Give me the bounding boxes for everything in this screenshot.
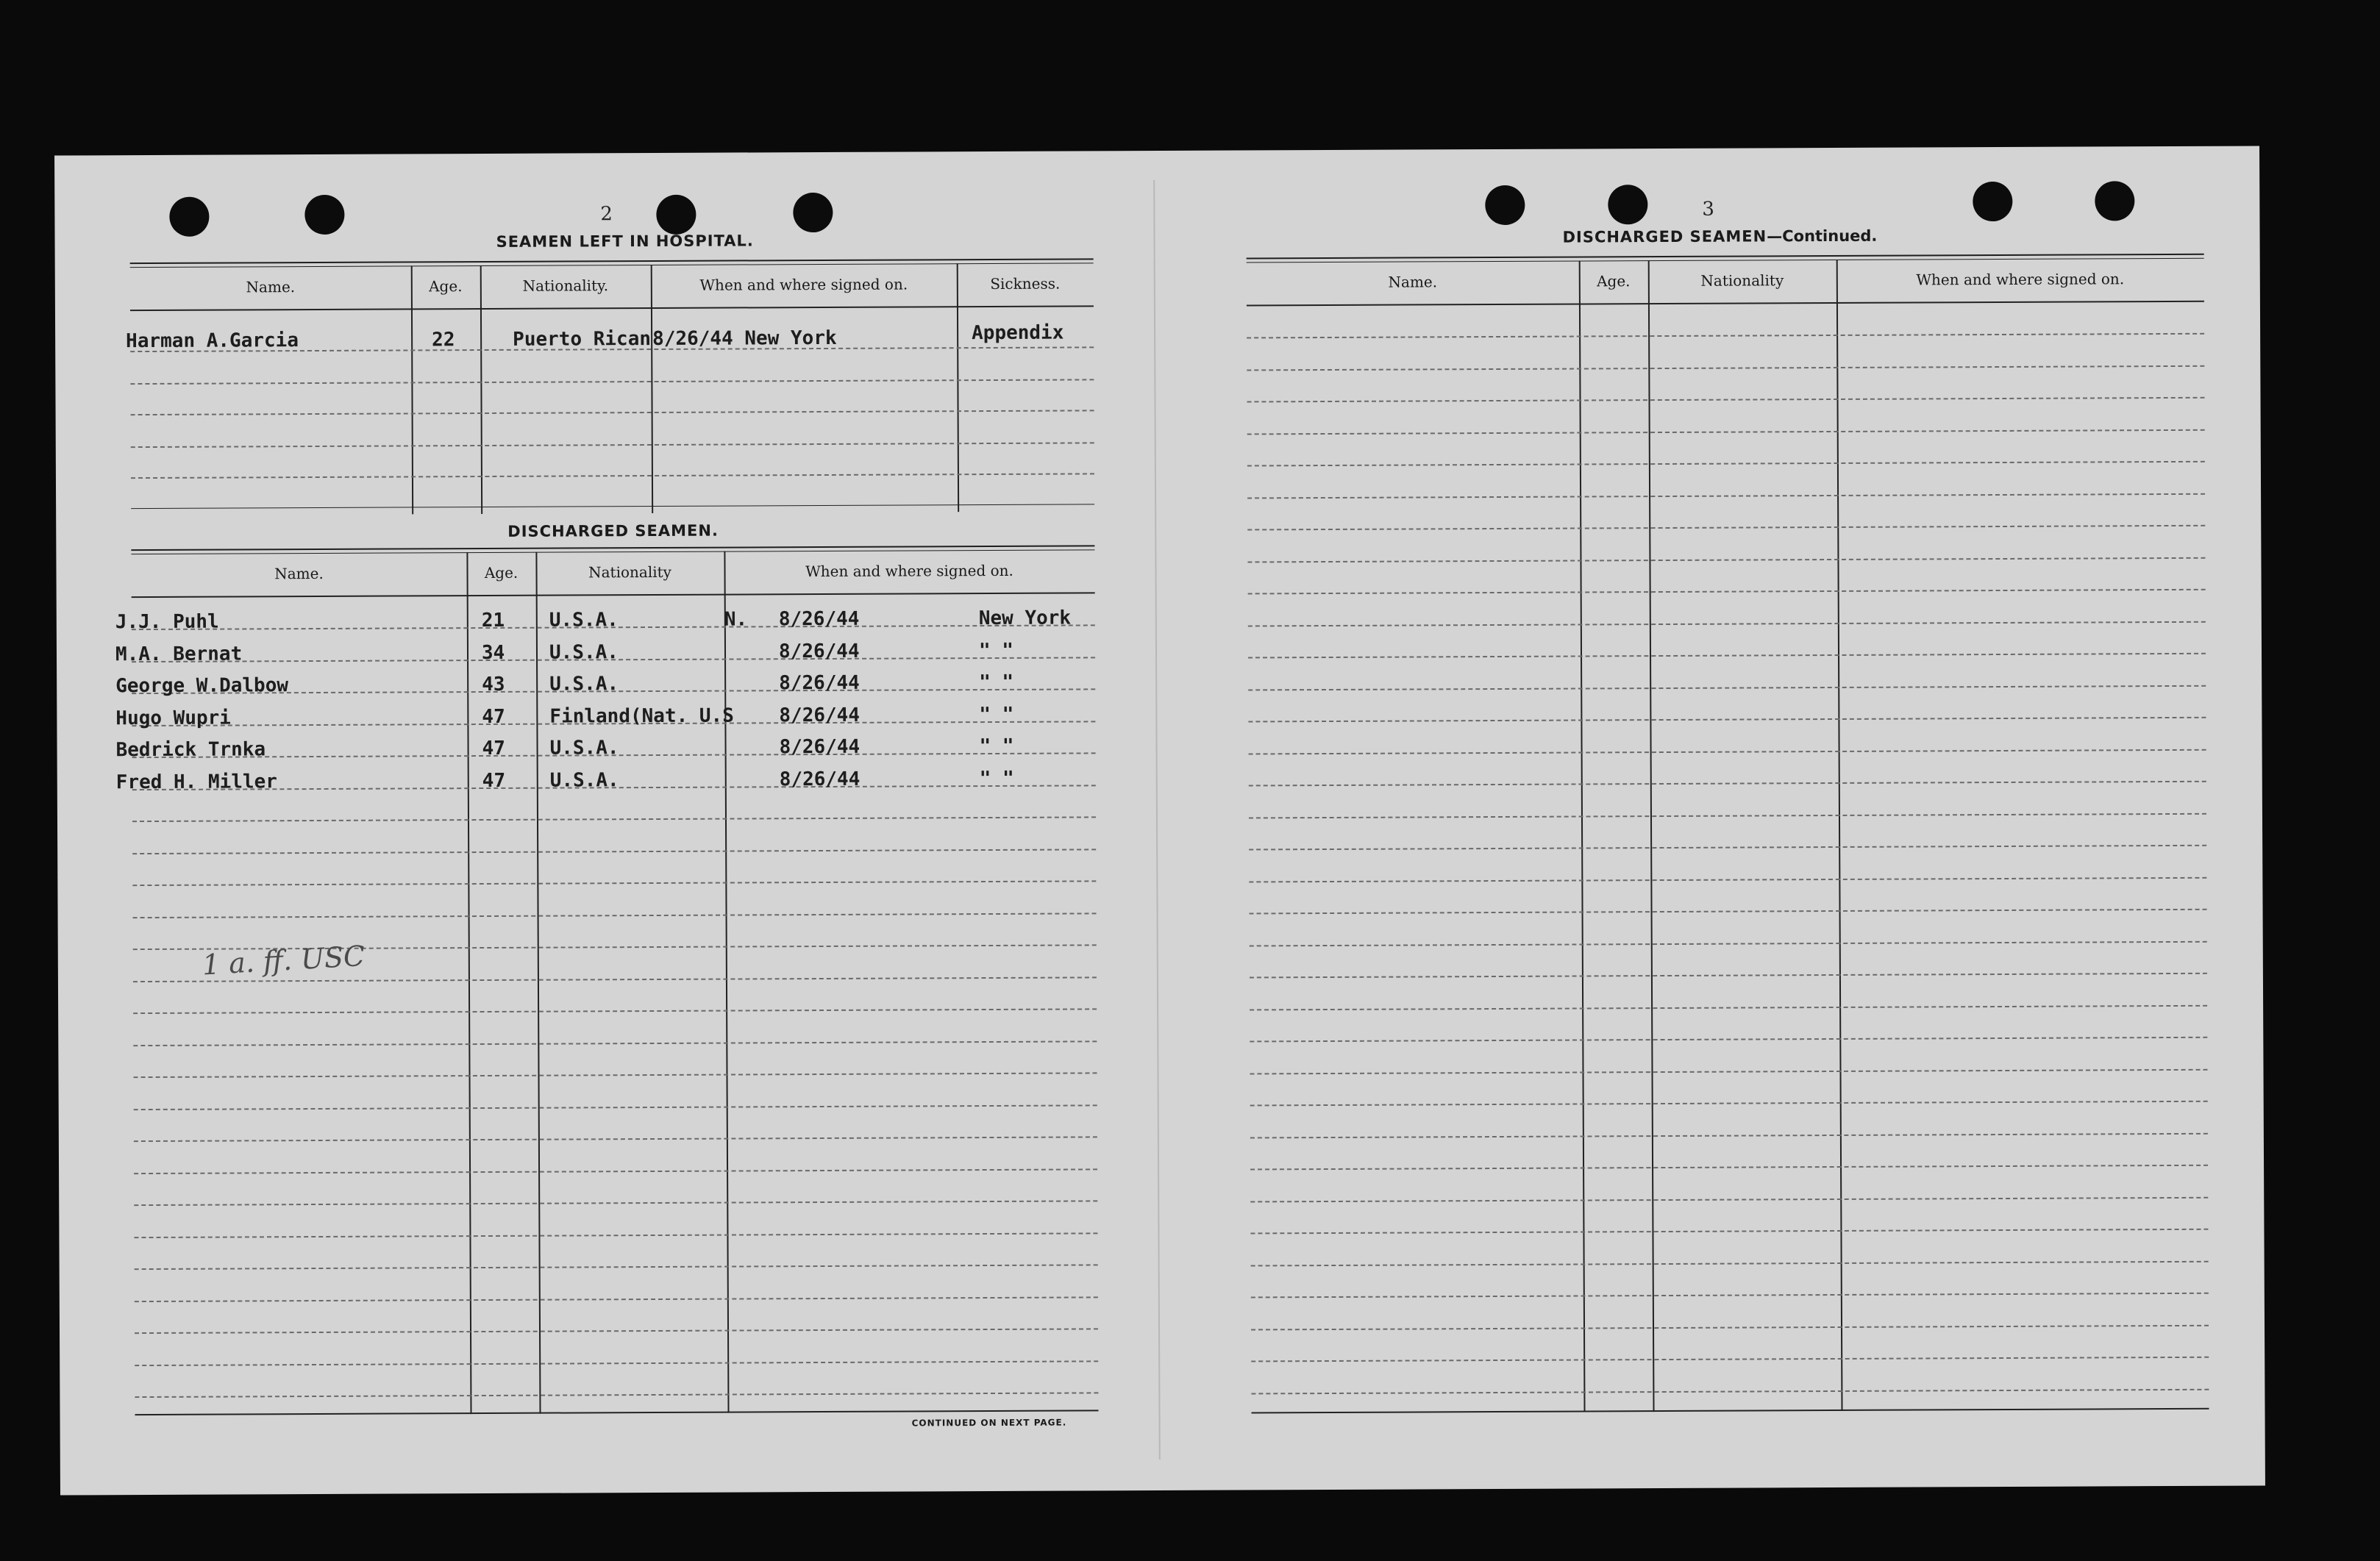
seaman-age: 21 xyxy=(481,609,505,632)
ruling-line xyxy=(1250,1197,2208,1203)
ruling-line xyxy=(1251,1293,2209,1299)
ruling-line xyxy=(1249,845,2206,851)
signed-on-date: 8/26/44 xyxy=(779,735,861,759)
hospital-title: SEAMEN LEFT IN HOSPITAL. xyxy=(496,232,754,251)
seaman-name: M.A. Bernat xyxy=(115,643,243,666)
ruling-line xyxy=(132,849,1096,854)
ruling-line xyxy=(134,1104,1097,1110)
punch-hole xyxy=(1973,182,2012,221)
col-signed-on: When and where signed on. xyxy=(699,275,908,294)
signed-on-place: " " xyxy=(979,767,1014,790)
ruling-line xyxy=(1251,1325,2209,1331)
punch-hole xyxy=(793,193,833,232)
ruling-line xyxy=(1250,973,2207,979)
handwritten-note: 1 a. ff. USC xyxy=(201,939,366,982)
ruling-line xyxy=(135,1264,1098,1270)
hospital-signed-on: 8/26/44 New York xyxy=(652,326,837,351)
ruling-line xyxy=(1251,1389,2209,1395)
ruling-line xyxy=(133,912,1097,918)
signed-on-place: " " xyxy=(979,671,1014,694)
hospital-name: Harman A.Garcia xyxy=(126,329,299,353)
signed-on-date: 8/26/44 xyxy=(779,704,861,727)
seaman-name: George W.Dalbow xyxy=(115,674,289,698)
col-sickness: Sickness. xyxy=(990,274,1061,293)
ruling-line xyxy=(1249,749,2206,755)
signed-on-place: " " xyxy=(979,703,1014,726)
punch-hole xyxy=(1608,185,1647,224)
col-signed-on: When and where signed on. xyxy=(805,561,1013,581)
col-signed-on: When and where signed on. xyxy=(1916,270,2125,289)
col-name: Name. xyxy=(246,278,296,296)
ruling-line xyxy=(1250,1037,2207,1043)
seaman-age: 47 xyxy=(482,769,506,793)
ruling-line xyxy=(1247,557,2205,563)
ruling-line xyxy=(132,816,1096,822)
seaman-nationality: U.S.A. xyxy=(549,609,619,632)
ruling-line xyxy=(134,1072,1097,1078)
hospital-table xyxy=(126,258,1094,515)
ruling-line xyxy=(134,1200,1097,1206)
ruling-line xyxy=(1250,909,2207,915)
signed-on-place: New York xyxy=(978,607,1072,630)
ruling-line xyxy=(133,1008,1097,1014)
ruling-line xyxy=(133,976,1097,982)
ruling-line xyxy=(1250,1101,2208,1107)
seaman-nationality: U.S.A. xyxy=(549,673,619,696)
page-fold xyxy=(1153,180,1161,1460)
hospital-nationality: Puerto Rican xyxy=(513,328,652,351)
seaman-name: Bedrick Trnka xyxy=(115,738,266,762)
page-number-right: 3 xyxy=(1702,198,1714,221)
ruling-line xyxy=(1247,461,2205,467)
punch-hole xyxy=(1485,185,1525,225)
seaman-age: 34 xyxy=(481,641,505,665)
ruling-line xyxy=(134,1168,1097,1174)
ruling-line xyxy=(1250,1133,2208,1139)
ruling-line xyxy=(133,1040,1097,1046)
ruling-line xyxy=(1248,717,2206,723)
ruling-line xyxy=(1250,1229,2208,1235)
ruling-line xyxy=(1248,621,2206,627)
ruling-line xyxy=(1250,1005,2207,1011)
seaman-name: J.J. Puhl xyxy=(115,610,219,634)
ruling-line xyxy=(1249,781,2206,787)
discharged-continued-table xyxy=(1247,254,2209,1417)
col-nationality: Nationality xyxy=(588,562,671,582)
signed-on-place: " " xyxy=(978,639,1014,662)
ruling-line xyxy=(1247,333,2204,339)
signed-on-place: " " xyxy=(979,735,1014,758)
ruling-line xyxy=(1249,877,2206,883)
col-nationality: Nationality. xyxy=(522,276,609,295)
col-name: Name. xyxy=(1388,273,1438,291)
ruling-line xyxy=(135,1360,1098,1366)
ruling-line xyxy=(134,1136,1097,1142)
seaman-name: Hugo Wupri xyxy=(115,707,231,730)
page-number-left: 2 xyxy=(600,203,613,226)
discharged-continued-title: DISCHARGED SEAMEN—Continued. xyxy=(1562,226,1878,246)
ruling-line xyxy=(1250,941,2207,947)
seaman-nationality: Finland(Nat. U.S xyxy=(549,704,734,728)
punch-hole xyxy=(2095,181,2134,221)
signed-on-date: 8/26/44 xyxy=(778,607,860,631)
signed-on-date: 8/26/44 xyxy=(779,768,861,791)
punch-hole xyxy=(304,195,344,235)
ruling-line xyxy=(135,1328,1098,1334)
ruling-line xyxy=(1247,429,2205,435)
seaman-age: 47 xyxy=(482,705,505,729)
seaman-age: 47 xyxy=(482,737,505,760)
ruling-line xyxy=(1249,813,2206,819)
ruling-line xyxy=(1248,685,2206,691)
ruling-line xyxy=(1248,653,2206,659)
ruling-line xyxy=(1247,525,2205,531)
ledger-sheet xyxy=(54,146,2265,1495)
ruling-line xyxy=(135,1392,1098,1398)
ruling-line xyxy=(1251,1357,2209,1362)
discharged-title: DISCHARGED SEAMEN. xyxy=(507,521,719,540)
ruling-line xyxy=(1247,397,2205,403)
ruling-line xyxy=(1247,365,2204,371)
signed-on-mark: N. xyxy=(724,608,748,631)
ruling-line xyxy=(1250,1069,2207,1075)
col-age: Age. xyxy=(484,563,519,582)
punch-hole xyxy=(656,195,696,235)
continued-footer: CONTINUED ON NEXT PAGE. xyxy=(911,1417,1067,1429)
col-nationality: Nationality xyxy=(1700,271,1784,290)
hospital-age: 22 xyxy=(432,329,455,351)
seaman-age: 43 xyxy=(482,673,505,696)
ruling-line xyxy=(1250,1165,2208,1171)
ruling-line xyxy=(135,1296,1098,1302)
ruling-line xyxy=(1251,1261,2209,1267)
ruling-line xyxy=(1248,589,2206,595)
ruling-line xyxy=(134,1232,1097,1238)
hospital-sickness: Appendix xyxy=(972,321,1064,345)
col-age: Age. xyxy=(1597,272,1631,290)
signed-on-date: 8/26/44 xyxy=(778,640,860,663)
ruling-line xyxy=(132,880,1096,886)
ruling-line xyxy=(1247,493,2205,499)
col-age: Age. xyxy=(429,277,463,296)
punch-hole xyxy=(169,197,209,237)
seaman-name: Fred H. Miller xyxy=(115,771,277,794)
seaman-nationality: U.S.A. xyxy=(549,641,619,664)
seaman-nationality: U.S.A. xyxy=(549,769,619,792)
signed-on-date: 8/26/44 xyxy=(779,671,860,695)
discharged-table xyxy=(115,545,1098,1418)
seaman-nationality: U.S.A. xyxy=(549,737,619,760)
col-name: Name. xyxy=(274,564,324,583)
